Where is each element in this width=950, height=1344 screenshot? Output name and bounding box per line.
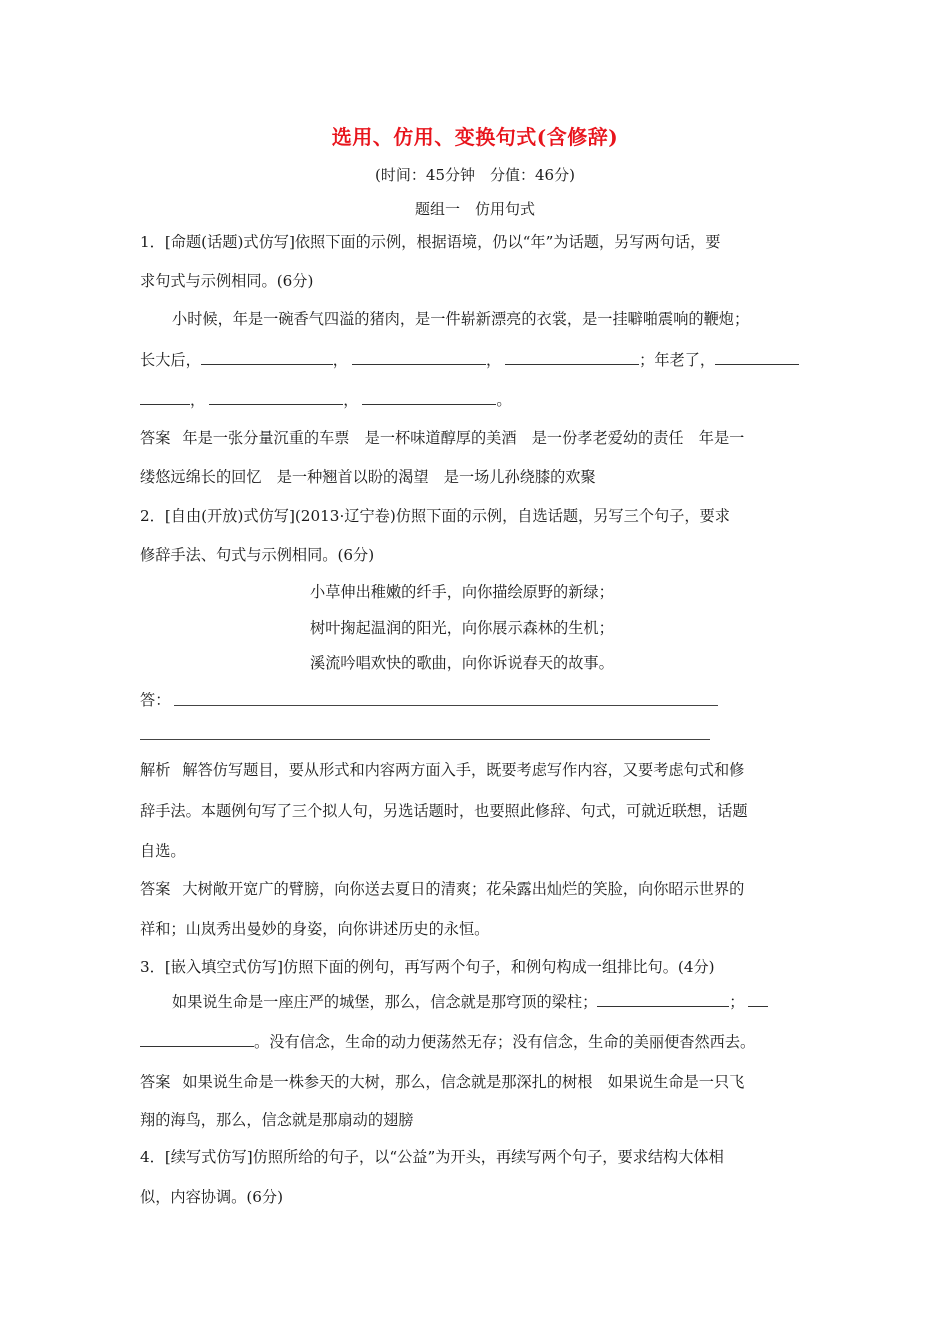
q1-blank-2[interactable] — [352, 350, 486, 365]
q2-answer-line2: 祥和；山岚秀出曼妙的身姿，向你讲述历史的永恒。 — [140, 920, 490, 938]
q2-answer-text: 大树敞开宽广的臂膀，向你送去夏日的清爽；花朵露出灿烂的笑脸，向你昭示世界的 — [182, 880, 745, 898]
q2-answer-rule-1[interactable] — [174, 705, 718, 706]
q3-example: 如果说生命是一座庄严的城堡，那么，信念就是那穹顶的梁柱； — [172, 993, 598, 1011]
q2-analysis-text: 解答仿写题目，要从形式和内容两方面入手，既要考虑写作内容，又要考虑句式和修 — [182, 761, 745, 779]
answer-label: 答案 — [140, 1073, 171, 1091]
q2-poem-line: 溪流吟唱欢快的歌曲，向你诉说春天的故事。 — [310, 654, 614, 672]
q2-stem-line2: 修辞手法、句式与示例相同。(6分) — [140, 546, 375, 564]
q3-answer-line2: 翔的海鸟，那么，信念就是那扇动的翅膀 — [140, 1111, 414, 1129]
q1-blank-4b[interactable] — [140, 390, 190, 405]
q1-fill-line1 — [140, 349, 812, 370]
q1-blank-6[interactable] — [362, 390, 496, 405]
group-title: 题组一 仿用句式 — [414, 200, 535, 218]
q3-continuation: 。没有信念，生命的动力便荡然无存；没有信念，生命的美丽便杳然西去。 — [254, 1033, 756, 1051]
analysis-label: 解析 — [140, 761, 171, 779]
q3-blank-2b[interactable] — [140, 1032, 254, 1047]
q1-blank-3[interactable] — [505, 350, 639, 365]
q3-example-line — [172, 991, 844, 1012]
q1-blank-1[interactable] — [201, 350, 333, 365]
exam-meta: (时间：45分钟 分值：46分) — [375, 166, 575, 184]
q2-answer-prompt: 答： — [140, 691, 171, 709]
q3-answer-line1 — [140, 1071, 812, 1092]
q3-stem: 3．[嵌入填空式仿写]仿照下面的例句，再写两个句子，和例句构成一组排比句。(4分) — [140, 958, 715, 976]
q1-stem-line2: 求句式与示例相同。(6分) — [140, 272, 314, 290]
answer-label: 答案 — [140, 880, 171, 898]
q3-blank-2a[interactable] — [748, 992, 768, 1007]
q2-answer-rule-2[interactable] — [140, 739, 710, 740]
q1-comma: ， — [190, 391, 206, 409]
q1-answer-line2: 缕悠远绵长的回忆 是一种翘首以盼的渴望 是一场儿孙绕膝的欢聚 — [140, 468, 596, 486]
q1-answer-text: 年是一张分量沉重的车票 是一杯味道醇厚的美酒 是一份孝老爱幼的责任 年是一 — [182, 429, 745, 447]
q1-year-old: ；年老了， — [639, 351, 716, 369]
q1-answer-line1 — [140, 427, 812, 448]
q3-blank-1[interactable] — [597, 992, 729, 1007]
q1-blank-5[interactable] — [209, 390, 343, 405]
q2-answer-line1 — [140, 878, 812, 899]
q1-comma: ， — [332, 351, 348, 369]
q2-analysis-line2: 辞手法。本题例句写了三个拟人句，另选话题时，也要照此修辞、句式，可就近联想，话题 — [140, 802, 748, 820]
q2-poem-line: 小草伸出稚嫩的纤手，向你描绘原野的新绿； — [310, 583, 614, 601]
q2-stem-line1: 2．[自由(开放)式仿写](2013·辽宁卷)仿照下面的示例，自选话题，另写三个句子，要求 — [140, 507, 730, 525]
q3-answer-text: 如果说生命是一株参天的大树，那么，信念就是那深扎的树根 如果说生命是一只飞 — [182, 1073, 745, 1091]
q1-stem-line1: 1．[命题(话题)式仿写]依照下面的示例，根据语境，仍以“年”为话题，另写两句话，要 — [140, 233, 721, 251]
q4-stem-line2: 似，内容协调。(6分) — [140, 1188, 284, 1206]
q1-fill-line2 — [140, 389, 812, 410]
q2-analysis-line1 — [140, 759, 812, 780]
q2-analysis-line3: 自选。 — [140, 842, 186, 860]
q1-fill-prefix: 长大后， — [140, 351, 201, 369]
q4-stem-line1: 4．[续写式仿写]仿照所给的句子，以“公益”为开头，再续写两个句子，要求结构大体相 — [140, 1148, 724, 1166]
q3-continuation-line — [140, 1031, 812, 1052]
q1-example: 小时候，年是一碗香气四溢的猪肉，是一件崭新漂亮的衣裳，是一挂噼啪震响的鞭炮； — [172, 310, 750, 328]
document-title: 选用、仿用、变换句式(含修辞) — [331, 125, 619, 149]
q3-semicolon: ； — [729, 993, 745, 1011]
q1-blank-4a[interactable] — [715, 350, 799, 365]
answer-label: 答案 — [140, 429, 171, 447]
q2-poem-line: 树叶掬起温润的阳光，向你展示森林的生机； — [310, 619, 614, 637]
q1-period: 。 — [496, 391, 512, 409]
q1-comma: ， — [485, 351, 502, 369]
q1-comma: ， — [343, 391, 359, 409]
